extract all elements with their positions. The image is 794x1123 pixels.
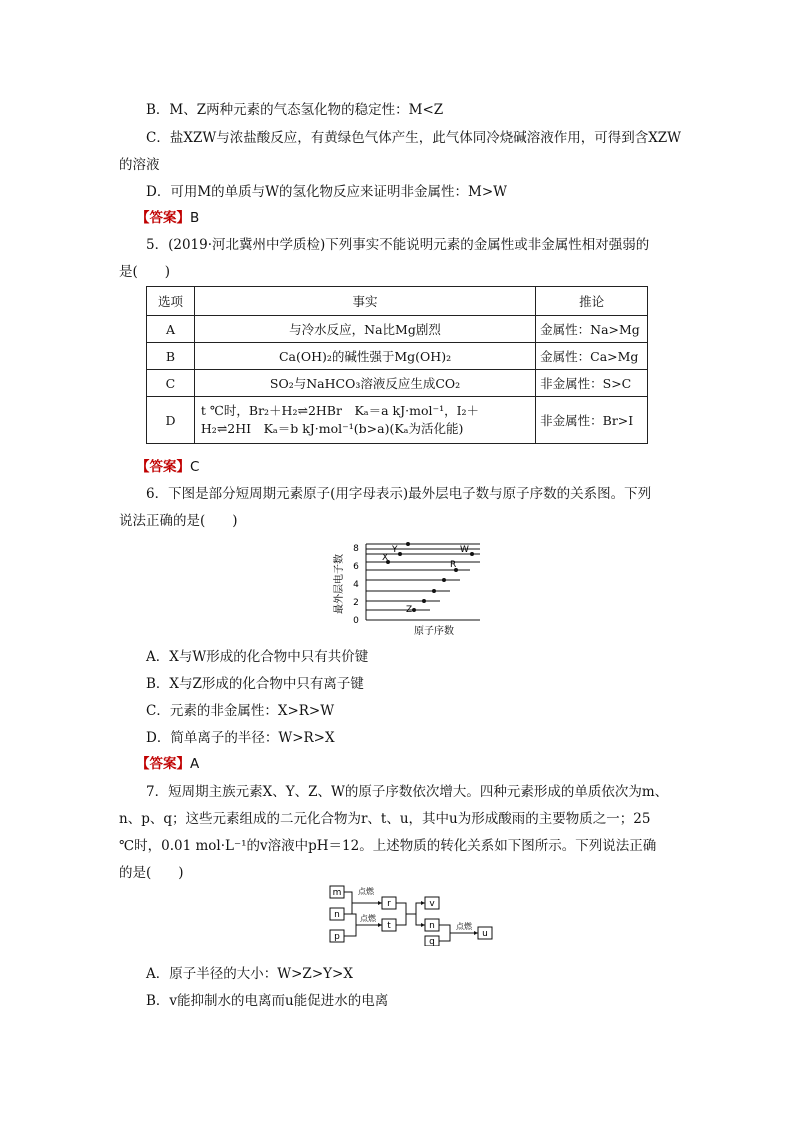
graph-ylabel: 最外层电子数 — [334, 554, 345, 614]
q4-option-b: B．M、Z两种元素的气态氢化物的稳定性：M<Z — [146, 102, 444, 118]
option-cell: C — [147, 370, 195, 397]
inference-cell: 金属性：Na>Mg — [536, 316, 648, 343]
point-label: R — [450, 560, 457, 570]
q4-option-d: D．可用M的单质与W的氢化物反应来证明非金属性：M>W — [146, 184, 508, 200]
table-header-row — [147, 287, 648, 316]
graph-xlabel: 原子序数 — [414, 626, 454, 637]
q5-stem-line2: 是( ) — [119, 264, 171, 280]
q4-answer — [136, 206, 199, 226]
q7-stem-line3: ℃时，0.01 mol·L⁻¹的v溶液中pH＝12。上述物质的转化关系如下图所示。下列说法正确 — [119, 838, 657, 854]
answer-label: 【答案】 — [136, 756, 190, 772]
q6-option-d: D．简单离子的半径：W>R>X — [146, 730, 335, 746]
flow-box-label: r — [387, 899, 391, 909]
table-header: 选项 — [147, 287, 195, 316]
graph-ytick: 4 — [353, 580, 359, 590]
point-label: Z — [406, 605, 413, 615]
point-label: W — [460, 545, 469, 555]
flow-arrow-label: 点燃 — [456, 922, 472, 931]
flow-arrow-label: 点燃 — [358, 887, 374, 896]
graph-ytick: 8 — [353, 544, 359, 554]
q7-option-a: A．原子半径的大小：W>Z>Y>X — [146, 966, 353, 982]
fact-cell: 与冷水反应，Na比Mg剧烈 — [194, 316, 535, 343]
q4-option-c-line2: 的溶液 — [119, 157, 160, 173]
table-header: 推论 — [536, 287, 648, 316]
fact-cell: SO₂与NaHCO₃溶液反应生成CO₂ — [194, 370, 535, 397]
flow-arrow-label: 点燃 — [360, 914, 376, 923]
q6-option-c: C．元素的非金属性：X>R>W — [146, 703, 335, 719]
q4-option-c-line1: C．盐XZW与浓盐酸反应，有黄绿色气体产生，此气体同冷烧碱溶液作用，可得到含XZW — [146, 130, 682, 146]
q6-answer — [136, 752, 199, 772]
q7-stem-line2: n、p、q；这些元素组成的二元化合物为r、t、u，其中u为形成酸雨的主要物质之一；25 — [119, 811, 651, 827]
graph-ytick: 2 — [353, 598, 359, 608]
point-label: Y — [392, 545, 398, 555]
table-row — [147, 316, 648, 343]
fact-cell — [194, 397, 535, 444]
fact-line: t ℃时，Br₂＋H₂⇌2HBr Kₐ＝a kJ·mol⁻¹，I₂＋ — [200, 403, 480, 418]
q6-stem-line2: 说法正确的是( ) — [119, 513, 238, 529]
q7-flow-diagram — [326, 884, 498, 946]
option-cell: D — [147, 397, 195, 444]
answer-value: A — [190, 756, 200, 772]
option-cell: B — [147, 343, 195, 370]
graph-ytick: 6 — [353, 562, 359, 572]
table-row — [147, 397, 648, 444]
q6-option-a: A．X与W形成的化合物中只有共价键 — [146, 649, 369, 665]
flow-box-label: t — [387, 921, 391, 931]
q7-option-b: B．v能抑制水的电离而u能促进水的电离 — [146, 993, 389, 1009]
option-cell: A — [147, 316, 195, 343]
table-row — [147, 370, 648, 397]
q6-stem-line1: 6．下图是部分短周期元素原子(用字母表示)最外层电子数与原子序数的关系图。下列 — [146, 486, 652, 502]
flow-box-label: v — [429, 899, 435, 909]
q6-option-b: B．X与Z形成的化合物中只有离子键 — [146, 676, 364, 692]
q5-table — [146, 286, 648, 444]
flow-box-label: u — [482, 929, 488, 939]
answer-label: 【答案】 — [136, 459, 190, 475]
table-header: 事实 — [194, 287, 535, 316]
graph-ytick: 0 — [353, 616, 359, 626]
flow-box-label: n — [334, 910, 340, 920]
flow-box-label: m — [332, 888, 342, 898]
inference-cell: 非金属性：S>C — [536, 370, 648, 397]
q7-stem-line1: 7．短周期主族元素X、Y、Z、W的原子序数依次增大。四种元素形成的单质依次为m、 — [146, 784, 669, 800]
answer-value: B — [190, 210, 200, 226]
inference-cell: 金属性：Ca>Mg — [536, 343, 648, 370]
answer-value: C — [190, 459, 200, 475]
q5-answer — [136, 455, 199, 475]
inference-cell: 非金属性：Br>I — [536, 397, 648, 444]
answer-label: 【答案】 — [136, 210, 190, 226]
flow-box-label: q — [429, 937, 435, 946]
point-label: X — [382, 553, 389, 563]
flow-box-label: p — [334, 932, 340, 942]
q5-stem-line1: 5．(2019·河北冀州中学质检)下列事实不能说明元素的金属性或非金属性相对强弱的 — [146, 237, 650, 253]
table-row — [147, 343, 648, 370]
fact-line: H₂⇌2HI Kₐ＝b kJ·mol⁻¹(b>a)(Kₐ为活化能) — [200, 421, 464, 436]
flow-box-label: n — [429, 921, 435, 931]
fact-cell: Ca(OH)₂的碱性强于Mg(OH)₂ — [194, 343, 535, 370]
q6-graph — [330, 540, 500, 640]
q7-stem-line4: 的是( ) — [119, 865, 184, 881]
